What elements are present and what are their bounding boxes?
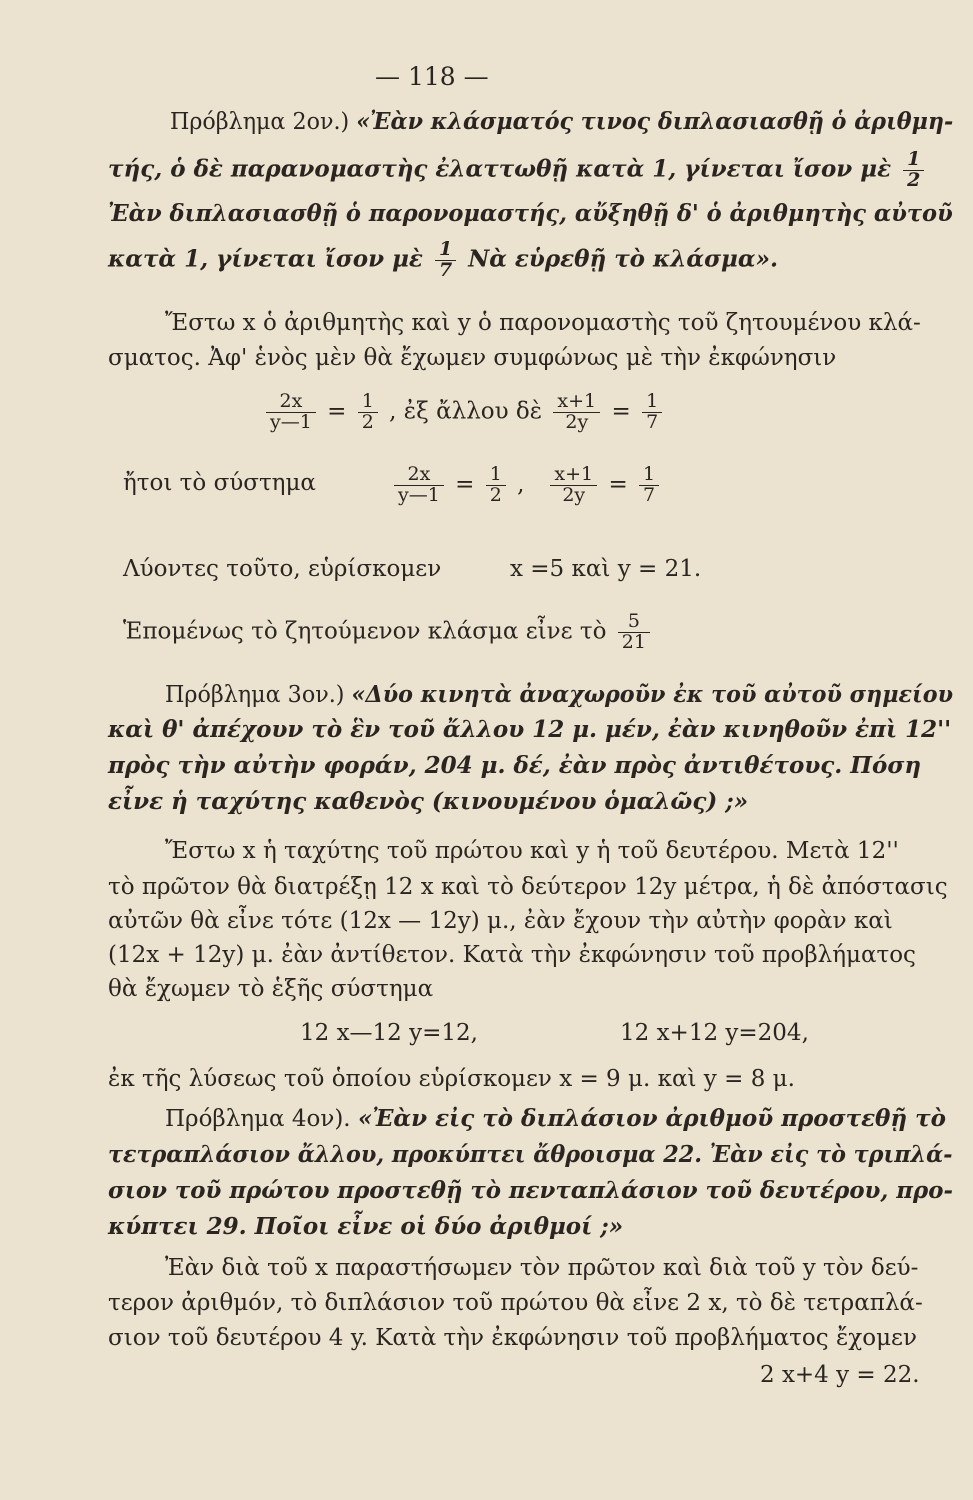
problem-3-body-line-4: (12x + 12y) μ. ἐὰν ἀντίθετον. Κατὰ τὴν ἐκφώνησιν τοῦ προβλήματος xyxy=(108,942,916,968)
result-line xyxy=(123,612,654,653)
fraction-numerator: 1 xyxy=(486,465,506,486)
fraction-numerator: 2x xyxy=(394,465,444,486)
problem-3-label: Πρόβλημα 3ον.) xyxy=(165,682,345,708)
eq1-rhs-fraction xyxy=(358,392,378,433)
fraction-one-half xyxy=(903,150,924,191)
problem-4-label: Πρόβλημα 4ον). xyxy=(165,1106,351,1132)
eq2-rhs-fraction xyxy=(642,392,662,433)
fraction-denominator: 2 xyxy=(489,483,502,506)
problem-3-body-line-3: αὐτῶν θὰ εἶνε τότε (12x — 12y) μ., ἐὰν ἔχουν τὴν αὐτὴν φορὰν καὶ xyxy=(108,908,893,934)
problem-3-equation-a: 12 x—12 y=12, xyxy=(300,1020,478,1046)
fraction-numerator: x+1 xyxy=(553,392,600,413)
fraction-numerator: 1 xyxy=(903,150,924,171)
problem-3-statement-line-3: πρὸς τὴν αὐτὴν φοράν, 204 μ. δέ, ἐὰν πρὸς ἀντιθέτους. Πόση xyxy=(108,752,922,779)
fraction-numerator: 1 xyxy=(358,392,378,413)
fraction-numerator: 1 xyxy=(639,465,659,486)
problem-4-body-line-3: σιον τοῦ δευτέρου 4 y. Κατὰ τὴν ἐκφώνησιν τοῦ προβλήματος ἔχομεν xyxy=(108,1325,917,1351)
equation-system xyxy=(390,465,663,506)
problem-4-statement-line-1: «Ἐὰν εἰς τὸ διπλάσιον ἀριθμοῦ προστεθῇ τὸ xyxy=(357,1105,946,1132)
problem-2-let-line-1: Ἔστω x ὁ ἀριθμητὴς καὶ y ὁ παρονομαστὴς τοῦ ζητουμένου κλά- xyxy=(165,310,921,336)
problem-4-body-line-2: τερον ἀριθμόν, τὸ διπλάσιον τοῦ πρώτου θὰ εἶνε 2 x, τὸ δὲ τετραπλά- xyxy=(108,1290,923,1316)
sys-eq2-lhs-fraction xyxy=(550,465,597,506)
problem-4-statement-line-2: τετραπλάσιον ἄλλου, προκύπτει ἄθροισμα 22. Ἐὰν εἰς τὸ τριπλά- xyxy=(108,1141,953,1168)
solution-values: x =5 καὶ y = 21. xyxy=(510,556,702,582)
problem-2-statement-text-2: τής, ὁ δὲ παρανομαστὴς ἐλαττωθῇ κατὰ 1, γίνεται ἴσον μὲ xyxy=(108,155,892,183)
fraction-denominator: y—1 xyxy=(270,410,312,433)
fraction-numerator: 1 xyxy=(435,240,456,261)
sys-eq1-rhs-fraction xyxy=(486,465,506,506)
problem-2-heading xyxy=(170,108,953,135)
problem-2-label: Πρόβλημα 2ον.) xyxy=(170,109,350,135)
problem-4-statement-line-4: κύπτει 29. Ποῖοι εἶνε οἱ δύο ἀριθμοί ;» xyxy=(108,1213,624,1240)
problem-2-statement-line-4 xyxy=(108,240,778,281)
equals-sign: = xyxy=(608,471,628,498)
problem-3-equation-b: 12 x+12 y=204, xyxy=(620,1020,809,1046)
eq2-lhs-fraction xyxy=(553,392,600,433)
problem-3-body-line-5: θὰ ἔχωμεν τὸ ἑξῆς σύστημα xyxy=(108,976,434,1002)
fraction-numerator: 1 xyxy=(642,392,662,413)
problem-3-body-line-2: τὸ πρῶτον θὰ διατρέξῃ 12 x καὶ τὸ δεύτερον 12y μέτρα, ἡ δὲ ἀπόστασις xyxy=(108,874,948,900)
eq1-lhs-fraction xyxy=(266,392,316,433)
problem-4-body-line-1: Ἐὰν διὰ τοῦ x παραστήσωμεν τὸν πρῶτον καὶ διὰ τοῦ y τὸν δεύ- xyxy=(165,1255,919,1281)
result-label: Ἑπομένως τὸ ζητούμενον κλάσμα εἶνε τὸ xyxy=(123,618,607,645)
comma: , xyxy=(517,471,540,498)
fraction-denominator: y—1 xyxy=(398,483,440,506)
otherwise-text: , ἐξ ἄλλου δὲ xyxy=(389,398,543,425)
problem-4-heading xyxy=(165,1105,946,1132)
problem-3-statement-line-4: εἶνε ἡ ταχύτης καθενὸς (κινουμένου ὁμαλῶς) ;» xyxy=(108,788,749,815)
problem-2-statement-line-1: «Ἐὰν κλάσματός τινος διπλασιασθῇ ὁ ἀριθμη- xyxy=(356,108,954,135)
fraction-denominator: 21 xyxy=(621,630,646,653)
fraction-denominator: 2 xyxy=(361,410,374,433)
equals-sign: = xyxy=(327,398,347,425)
problem-2-statement-text-4a: κατὰ 1, γίνεται ἴσον μὲ xyxy=(108,245,423,273)
problem-3-statement-line-1: «Δύο κινητὰ ἀναχωροῦν ἐκ τοῦ αὐτοῦ σημείου xyxy=(351,681,954,708)
solving-label: Λύοντες τοῦτο, εὑρίσκομεν xyxy=(123,556,442,582)
fraction-denominator: 7 xyxy=(438,258,453,281)
problem-4-statement-line-3: σιον τοῦ πρώτου προστεθῇ τὸ πενταπλάσιον τοῦ δευτέρου, προ- xyxy=(108,1177,953,1204)
fraction-numerator: 2x xyxy=(266,392,316,413)
system-label: ἤτοι τὸ σύστημα xyxy=(123,470,316,496)
problem-2-statement-line-3: Ἐὰν διπλασιασθῇ ὁ παρονομαστής, αὔξηθῇ δ' ὁ ἀριθμητὴς αὐτοῦ xyxy=(108,200,953,227)
fraction-denominator: 7 xyxy=(646,410,659,433)
fraction-one-seventh xyxy=(435,240,456,281)
equals-sign: = xyxy=(455,471,475,498)
equals-sign: = xyxy=(611,398,631,425)
result-fraction xyxy=(618,612,650,653)
fraction-numerator: x+1 xyxy=(550,465,597,486)
fraction-denominator: 2y xyxy=(562,483,586,506)
problem-3-body-line-1: Ἔστω x ἡ ταχύτης τοῦ πρώτου καὶ y ἡ τοῦ δευτέρου. Μετὰ 12'' xyxy=(165,838,899,864)
sys-eq2-rhs-fraction xyxy=(639,465,659,506)
problem-4-equation: 2 x+4 y = 22. xyxy=(760,1362,920,1388)
equation-pair xyxy=(262,392,666,433)
problem-2-statement-text-4b: Νὰ εὑρεθῇ τὸ κλάσμα». xyxy=(468,245,778,273)
problem-2-let-line-2: σματος. Ἀφ' ἑνὸς μὲν θὰ ἔχωμεν συμφώνως μὲ τὴν ἐκφώνησιν xyxy=(108,345,837,371)
problem-3-statement-line-2: καὶ θ' ἀπέχουν τὸ ἓν τοῦ ἄλλου 12 μ. μέν, ἐὰν κινηθοῦν ἐπὶ 12'' xyxy=(108,716,952,743)
problem-2-statement-line-2 xyxy=(108,150,928,191)
fraction-denominator: 2 xyxy=(907,168,921,191)
problem-3-heading xyxy=(165,681,953,708)
fraction-denominator: 7 xyxy=(643,483,656,506)
sys-eq1-lhs-fraction xyxy=(394,465,444,506)
fraction-denominator: 2y xyxy=(565,410,589,433)
page-number: — 118 — xyxy=(375,62,489,91)
fraction-numerator: 5 xyxy=(618,612,650,633)
problem-3-conclusion: ἐκ τῆς λύσεως τοῦ ὁποίου εὑρίσκομεν x = 9 μ. καὶ y = 8 μ. xyxy=(108,1066,795,1092)
